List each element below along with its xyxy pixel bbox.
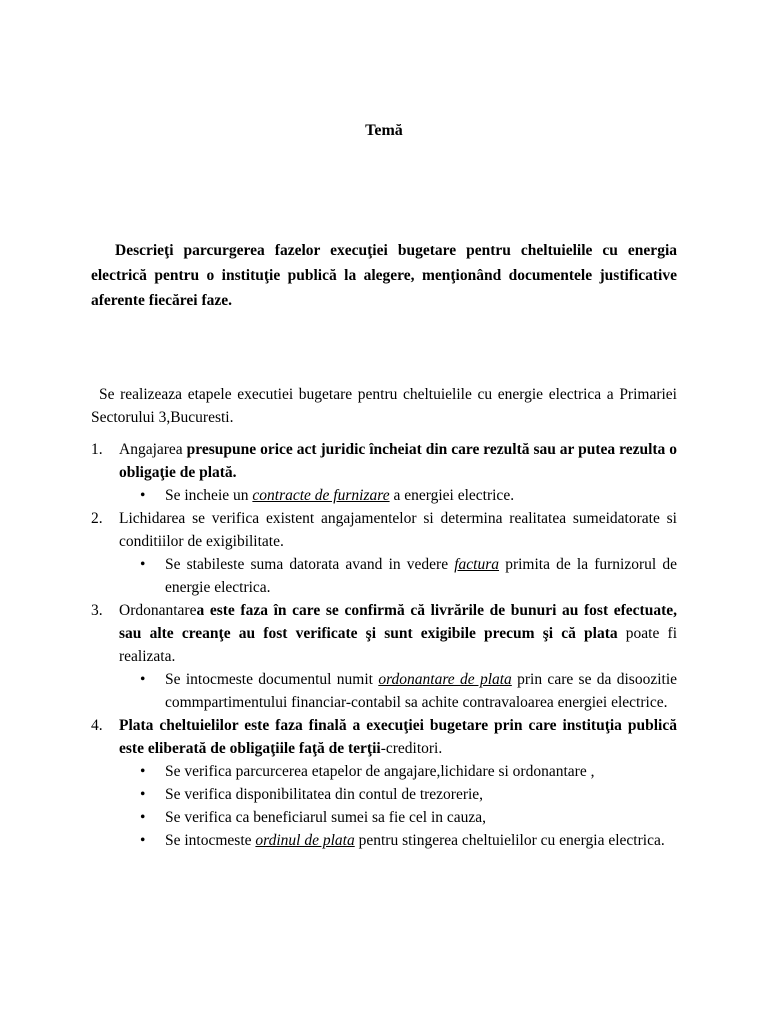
bullet-text: Se verifica ca beneficiarul sumei sa fie cel in cauza, [165, 809, 487, 826]
bullet-after: primita de la furnizorul de energie electrica. [165, 556, 677, 596]
step-bold-text: presupune orice act juridic încheiat din care rezultă sau ar putea rezulta o obligaţie de plată [119, 441, 677, 481]
intro-paragraph: Se realizeaza etapele executiei bugetare pentru cheltuielile cu energie electrica a Primariei Sectorului 3,Bucuresti. [91, 386, 677, 426]
step-number: 2. [91, 510, 103, 527]
bullet-icon: • [140, 556, 146, 573]
bullet-item [119, 553, 677, 599]
step-lead: Ordonantare [119, 602, 197, 619]
bullet-after: pentru stingerea cheltuielilor cu energia electrica. [358, 832, 665, 849]
step-tail: -creditori. [380, 740, 443, 757]
page-title: Temă [365, 122, 403, 139]
bullet-icon: • [140, 786, 146, 803]
step-bullets [119, 553, 677, 599]
bullet-before: Se intocmeste documentul numit [165, 671, 373, 688]
bullet-before: Se intocmeste [165, 832, 252, 849]
step-lead: Angajarea [119, 441, 183, 458]
bullet-icon: • [140, 671, 146, 688]
document-link[interactable]: ordinul de plata [255, 832, 355, 849]
step-4 [91, 714, 677, 852]
bullet-icon: • [140, 487, 146, 504]
step-number: 4. [91, 717, 103, 734]
bullet-icon: • [140, 809, 146, 826]
step-bullets [119, 484, 677, 507]
step-number: 3. [91, 602, 103, 619]
bullet-text: Se verifica disponibilitatea din contul de trezorerie, [165, 786, 484, 803]
step-text [119, 599, 677, 668]
bullet-item [119, 668, 677, 714]
document-link[interactable]: ordonantare de plata [378, 671, 512, 688]
bullet-before: Se stabileste suma datorata avand in vedere [165, 556, 449, 573]
document-link[interactable]: contracte de furnizare [252, 487, 390, 504]
step-bullets [119, 668, 677, 714]
bullet-before: Se incheie un [165, 487, 249, 504]
step-text [119, 714, 677, 760]
step-text: Lichidarea se verifica existent angajamentelor si determina realitatea sumeidatorate si conditiilor de exigibilitate. [119, 510, 677, 550]
bullet-item [119, 783, 677, 806]
step-bullets [119, 760, 677, 852]
bullet-icon: • [140, 832, 146, 849]
task-statement: Descrieţi parcurgerea fazelor execuţiei bugetare pentru cheltuielile cu energia electrică pentru o instituţie publică la alegere, menţionând documentele justificative aferente fiecărei faze. [91, 242, 677, 309]
step-3 [91, 599, 677, 714]
bullet-item [119, 829, 677, 852]
step-tail: . [232, 464, 237, 481]
step-number: 1. [91, 441, 103, 458]
document-link[interactable]: factura [454, 556, 500, 573]
bullet-item [119, 760, 677, 783]
bullet-text: Se verifica parcurcerea etapelor de angajare,lichidare si ordonantare , [165, 763, 595, 780]
bullet-after: a energiei electrice. [393, 487, 515, 504]
bullet-item [119, 484, 677, 507]
step-tail: poate fi realizata. [119, 625, 677, 665]
execution-steps-list [91, 438, 677, 852]
step-bold-text: a este faza în care se confirmă că livrările de bunuri au fost efectuate, sau alte creanţe au fost verificate şi sunt exigibile precum şi că plata [119, 602, 677, 642]
step-2 [91, 507, 677, 599]
bullet-after: prin care se da disoozitie commpartimentului financiar-contabil sa achite contravaloarea energiei electrice. [165, 671, 678, 711]
step-1 [91, 438, 677, 507]
step-bold-text: Plata cheltuielilor este faza finală a execuţiei bugetare prin care instituţia publică este eliberată de obligaţiile faţă de terţii [119, 717, 677, 757]
bullet-icon: • [140, 763, 146, 780]
bullet-item [119, 806, 677, 829]
step-text [119, 438, 677, 484]
